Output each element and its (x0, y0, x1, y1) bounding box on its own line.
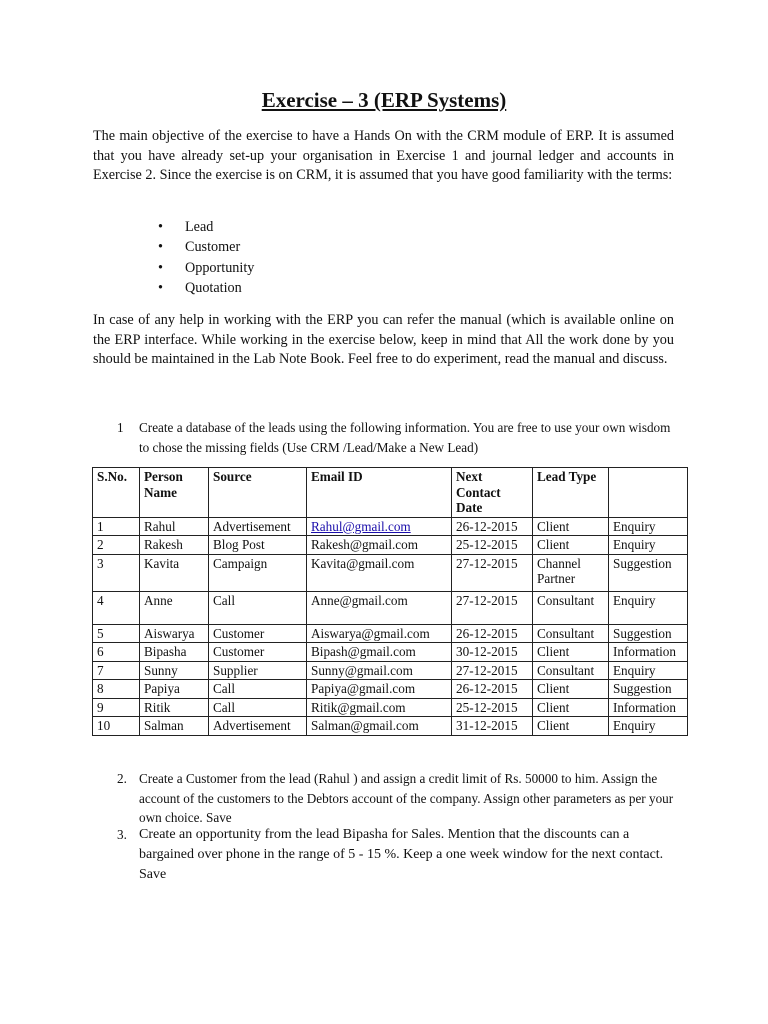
table-cell: Sunny (140, 661, 209, 680)
exercise-number: 3. (117, 827, 127, 842)
table-cell: 31-12-2015 (452, 717, 533, 736)
table-cell: Suggestion (609, 624, 688, 643)
table-cell: Suggestion (609, 554, 688, 591)
column-header: Next Contact Date (452, 468, 533, 518)
table-cell: Call (209, 591, 307, 624)
exercise-text: Create a database of the leads using the following information. You are free to use your own wisdom to chose the missing fields (Use CRM /Lead/Make a New Lead) (139, 420, 671, 455)
table-cell: 6 (93, 643, 140, 662)
table-row (93, 717, 688, 736)
page-title: Exercise – 3 (ERP Systems) (261, 88, 507, 112)
list-item: • Customer (158, 237, 254, 257)
table-cell: Client (533, 680, 609, 699)
table-row (93, 554, 688, 591)
table-cell: Call (209, 698, 307, 717)
table-cell: Advertisement (209, 517, 307, 536)
table-cell: Client (533, 536, 609, 555)
help-paragraph: In case of any help in working with the ERP you can refer the manual (which is available online on the ERP interface. While working in the exercise below, keep in mind that All the work done by you should be maintained in the Lab Note Book. Feel free to do experiment, read the manual and discuss. (93, 312, 674, 367)
table-cell: Kavita (140, 554, 209, 591)
table-cell (307, 517, 452, 536)
table-cell: Advertisement (209, 717, 307, 736)
table-row (93, 517, 688, 536)
column-header: Source (209, 468, 307, 518)
table-cell: 9 (93, 698, 140, 717)
table-row (93, 643, 688, 662)
table-cell: 10 (93, 717, 140, 736)
exercise-number: 1 (117, 420, 124, 435)
column-header: S.No. (93, 468, 140, 518)
table-cell: 26-12-2015 (452, 680, 533, 699)
table-cell: Papiya@gmail.com (307, 680, 452, 699)
table-cell: 7 (93, 661, 140, 680)
table-cell: 27-12-2015 (452, 661, 533, 680)
table-cell: 3 (93, 554, 140, 591)
leads-table (92, 467, 688, 736)
table-cell: Salman@gmail.com (307, 717, 452, 736)
column-header: Email ID (307, 468, 452, 518)
table-cell: Enquiry (609, 536, 688, 555)
table-cell: Suggestion (609, 680, 688, 699)
table-cell: Information (609, 698, 688, 717)
table-cell: Ritik (140, 698, 209, 717)
table-cell: 27-12-2015 (452, 591, 533, 624)
table-cell: Anne (140, 591, 209, 624)
exercise-text: Create a Customer from the lead (Rahul ) and assign a credit limit of Rs. 50000 to him. Assign the account of the customers to the Debtors account of the company. Assign other parameters as per your own choice. Save (139, 771, 674, 825)
table-cell: Enquiry (609, 661, 688, 680)
table-cell: 26-12-2015 (452, 517, 533, 536)
table-row (93, 536, 688, 555)
table-cell: 25-12-2015 (452, 536, 533, 555)
table-cell: Consultant (533, 591, 609, 624)
table-cell: 2 (93, 536, 140, 555)
table-cell: Aiswarya@gmail.com (307, 624, 452, 643)
table-cell: Enquiry (609, 591, 688, 624)
table-cell: Rakesh (140, 536, 209, 555)
table-cell: Client (533, 517, 609, 536)
table-cell: Consultant (533, 661, 609, 680)
list-item: • Lead (158, 217, 254, 237)
table-cell: Client (533, 698, 609, 717)
table-cell: Anne@gmail.com (307, 591, 452, 624)
table-header-row (93, 468, 688, 518)
table-cell: Papiya (140, 680, 209, 699)
table-cell: 30-12-2015 (452, 643, 533, 662)
table-row (93, 591, 688, 624)
table-cell: Sunny@gmail.com (307, 661, 452, 680)
table-cell: Information (609, 643, 688, 662)
exercise-text: Create an opportunity from the lead Bipasha for Sales. Mention that the discounts can a bargained over phone in the range of 5 - 15 %. Keep a one week window for the next contact. Save (139, 827, 664, 882)
column-header: Person Name (140, 468, 209, 518)
email-link[interactable]: Rahul@gmail.com (311, 518, 411, 534)
list-item: • Quotation (158, 278, 254, 298)
table-cell: Rahul (140, 517, 209, 536)
table-cell: 25-12-2015 (452, 698, 533, 717)
column-header (609, 468, 688, 518)
table-row (93, 624, 688, 643)
table-cell: Blog Post (209, 536, 307, 555)
table-cell: 4 (93, 591, 140, 624)
intro-paragraph: The main objective of the exercise to have a Hands On with the CRM module of ERP. It is assumed that you have already set-up your organisation in Exercise 1 and journal ledger and accounts in Exercise 2. Since the exercise is on CRM, it is assumed that you have good familiarity with the terms: (93, 128, 674, 183)
table-cell: Salman (140, 717, 209, 736)
table-cell: Client (533, 643, 609, 662)
table-cell: 8 (93, 680, 140, 699)
table-cell: Customer (209, 624, 307, 643)
table-cell: Bipash@gmail.com (307, 643, 452, 662)
list-item: • Opportunity (158, 258, 254, 278)
table-row (93, 680, 688, 699)
table-cell: Customer (209, 643, 307, 662)
table-row (93, 661, 688, 680)
table-cell: 5 (93, 624, 140, 643)
table-cell: Enquiry (609, 717, 688, 736)
table-cell: Enquiry (609, 517, 688, 536)
table-cell: Consultant (533, 624, 609, 643)
terms-list (158, 217, 254, 298)
table-cell: Kavita@gmail.com (307, 554, 452, 591)
table-cell: Call (209, 680, 307, 699)
table-cell: Aiswarya (140, 624, 209, 643)
table-cell: Ritik@gmail.com (307, 698, 452, 717)
table-cell: Bipasha (140, 643, 209, 662)
table-cell: 1 (93, 517, 140, 536)
table-cell: 26-12-2015 (452, 624, 533, 643)
table-cell: Channel Partner (533, 554, 609, 591)
table-cell: Client (533, 717, 609, 736)
table-cell: Rakesh@gmail.com (307, 536, 452, 555)
table-cell: Campaign (209, 554, 307, 591)
table-cell: Supplier (209, 661, 307, 680)
table-cell: 27-12-2015 (452, 554, 533, 591)
exercise-number: 2. (117, 771, 127, 786)
table-row (93, 698, 688, 717)
column-header: Lead Type (533, 468, 609, 518)
